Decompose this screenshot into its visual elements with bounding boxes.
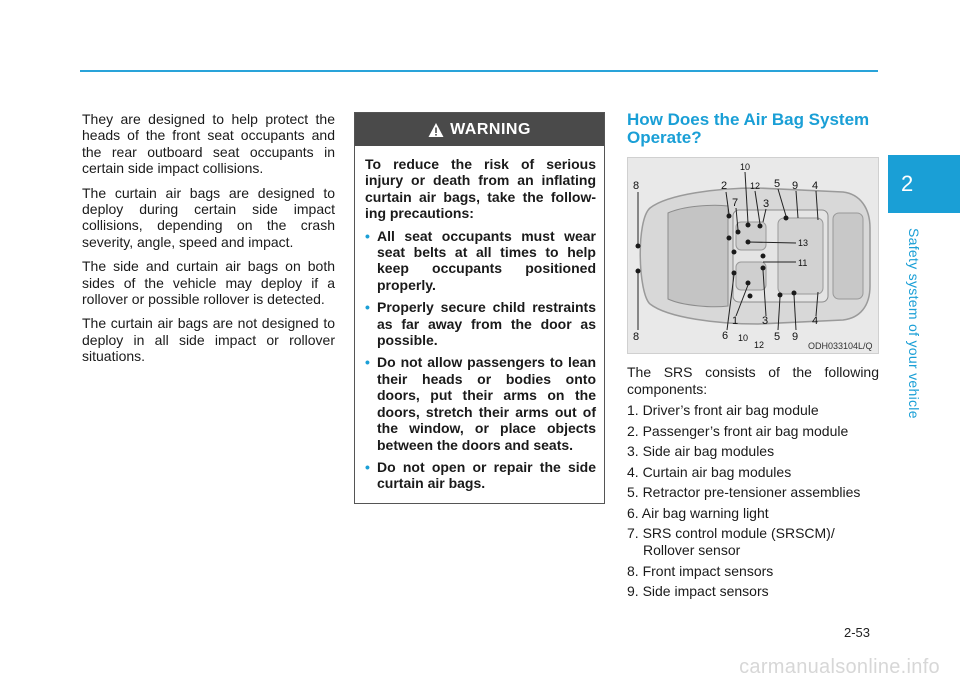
diagram-label: 8 (633, 180, 640, 192)
top-rule (80, 70, 878, 72)
list-item-text: 3. Side air bag modules (627, 443, 775, 459)
warning-item-text: All seat occupants must wear seat belts at all times to help keep occupants positioned properly. (377, 227, 596, 293)
warning-list (365, 228, 596, 492)
diagram-label: 3 (762, 315, 769, 327)
warning-box (354, 112, 605, 504)
watermark: carmanualsonline.info (739, 656, 940, 678)
list-item-text-continued: Rollover sensor (643, 542, 741, 558)
diagram-label: 9 (792, 180, 799, 192)
list-item-text: 5. Retractor pre-tensioner assemblies (627, 484, 861, 500)
list-item (627, 423, 879, 440)
bullet-icon: • (365, 458, 370, 475)
diagram-label: 11 (798, 258, 808, 268)
chapter-title: Safety system of your vehicle (906, 228, 922, 419)
diagram-label: 8 (633, 331, 640, 343)
warning-header (355, 113, 604, 146)
components-lead: The SRS consists of the following components: (627, 364, 879, 397)
intro-column (82, 111, 335, 373)
diagram-label: 9 (792, 331, 799, 343)
srs-components (627, 364, 879, 604)
diagram-label: 12 (750, 181, 761, 191)
list-item-text: 4. Curtain air bag modules (627, 463, 792, 480)
list-item (627, 505, 879, 522)
diagram-label: 13 (798, 238, 809, 248)
diagram-label: 5 (774, 331, 781, 343)
list-item (627, 464, 879, 481)
list-item (627, 583, 879, 600)
list-item-text: 9. Side impact sensors (627, 583, 769, 599)
list-item (627, 443, 879, 460)
diagram-label: 4 (812, 180, 819, 192)
diagram-label: 10 (738, 333, 749, 343)
diagram-label: 1 (732, 315, 739, 327)
list-item-text: 7. SRS control module (SRSCM)/ (627, 525, 835, 541)
list-item-text: 2. Passenger’s front air bag module (627, 422, 849, 439)
diagram-label: 6 (722, 330, 729, 342)
warning-title: WARNING (450, 120, 531, 138)
diagram-label: 4 (812, 315, 819, 327)
warning-item-text: Do not open or repair the side curtain air bags. (377, 458, 596, 492)
chapter-tab (888, 155, 960, 213)
paragraph: The curtain air bags are not designed to deploy in all side impact or rollover situations. (82, 315, 335, 365)
warning-item (365, 354, 596, 452)
list-item (627, 484, 879, 501)
list-item-text: 8. Front impact sensors (627, 562, 774, 579)
diagram-code: ODH033104L/Q (808, 341, 873, 351)
diagram-label: 12 (754, 340, 765, 350)
warning-item-text: Properly secure child restraints as far away from the door as possible. (377, 299, 596, 349)
warning-intro: To reduce the risk of serious injury or death from an inflating curtain air bags, take the follow-ing precautions: (365, 156, 596, 222)
components-list (627, 402, 879, 600)
paragraph: The curtain air bags are designed to deploy during certain side impact collisions, depending on the crash severity, angle, speed and impact. (82, 184, 335, 250)
airbag-system-diagram (627, 157, 879, 354)
list-item-text: 1. Driver’s front air bag module (627, 402, 819, 418)
bullet-icon: • (365, 354, 370, 371)
diagram-label: 5 (774, 178, 781, 190)
bullet-icon: • (365, 227, 370, 244)
diagram-label: 10 (740, 162, 751, 172)
diagram-label: 2 (721, 180, 728, 192)
warning-item (365, 228, 596, 294)
paragraph: They are designed to help protect the heads of the front seat occupants and the rear outboard seat occupants in certain side impact collisions. (82, 111, 335, 177)
list-item (627, 402, 879, 419)
list-item-text: 6. Air bag warning light (627, 504, 769, 521)
warning-item (365, 299, 596, 348)
list-item (627, 563, 879, 580)
warning-item-text: Do not allow passengers to lean their heads or bodies onto doors, put their arms on the doors, stretch their arms out of the window, or place objects between the doors and seats. (377, 354, 596, 453)
warning-item (365, 459, 596, 492)
paragraph: The side and curtain air bags on both sides of the vehicle may deploy if a rollover or possible rollover is detected. (82, 258, 335, 308)
warning-triangle-icon (428, 122, 444, 138)
diagram-label: 3 (763, 198, 770, 210)
airbag-section (627, 111, 879, 147)
list-item (627, 525, 879, 559)
diagram-label: 7 (732, 197, 739, 209)
section-heading: How Does the Air Bag System Operate? (627, 110, 870, 147)
chapter-number: 2 (901, 171, 914, 196)
warning-body (355, 146, 604, 492)
bullet-icon: • (365, 299, 370, 316)
page-number: 2-53 (844, 625, 871, 640)
